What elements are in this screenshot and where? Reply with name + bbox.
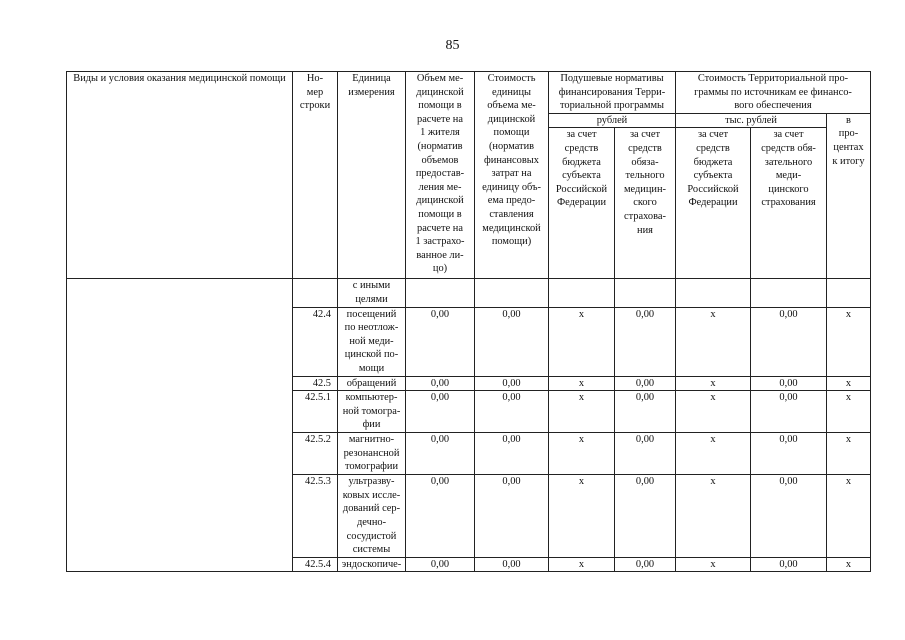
cost-cell: 0,00 <box>475 433 549 475</box>
pc-budget-cell: х <box>549 391 615 433</box>
row-number-cell: 42.5.4 <box>293 557 338 572</box>
t-budget-cell: х <box>676 557 751 572</box>
header-row-number: Но- мер строки <box>293 72 338 279</box>
header-kind: Виды и условия оказания медицинской помощи <box>67 72 293 279</box>
t-oms-cell: 0,00 <box>751 307 827 376</box>
pc-budget-cell <box>549 279 615 307</box>
cost-cell <box>475 279 549 307</box>
volume-cell: 0,00 <box>406 433 475 475</box>
volume-cell: 0,00 <box>406 391 475 433</box>
table-row <box>67 279 871 307</box>
pc-oms-cell: 0,00 <box>615 376 676 391</box>
volume-cell: 0,00 <box>406 475 475 558</box>
t-oms-cell: 0,00 <box>751 557 827 572</box>
pc-oms-cell: 0,00 <box>615 475 676 558</box>
cost-cell: 0,00 <box>475 391 549 433</box>
row-number-cell: 42.4 <box>293 307 338 376</box>
header-unit-rub: рублей <box>549 113 676 128</box>
pc-oms-cell: 0,00 <box>615 557 676 572</box>
header-unit: Единица измерения <box>338 72 406 279</box>
t-pct-cell: х <box>827 391 871 433</box>
row-number-cell: 42.5.2 <box>293 433 338 475</box>
header-pc-budget: за счет средств бюджета субъекта Российской Федерации <box>549 128 615 279</box>
header-total-cost-group: Стоимость Территориальной про- граммы по источникам ее финансо- вого обеспечения <box>676 72 871 114</box>
pc-oms-cell: 0,00 <box>615 307 676 376</box>
row-number-cell: 42.5.1 <box>293 391 338 433</box>
unit-cell: с иными целями <box>338 279 406 307</box>
unit-cell: компьютер- ной томогра- фии <box>338 391 406 433</box>
t-budget-cell: х <box>676 391 751 433</box>
t-oms-cell: 0,00 <box>751 376 827 391</box>
header-cost: Стоимость единицы объема ме- дицинской помощи (норматив финансовых затрат на единицу объ- ема предо- ставления медицинской помощи) <box>475 72 549 279</box>
volume-cell: 0,00 <box>406 376 475 391</box>
row-number-cell: 42.5 <box>293 376 338 391</box>
volume-cell: 0,00 <box>406 307 475 376</box>
t-pct-cell: х <box>827 433 871 475</box>
kind-cell <box>67 279 293 572</box>
t-oms-cell <box>751 279 827 307</box>
unit-cell: посещений по неотлож- ной меди- цинской по- мощи <box>338 307 406 376</box>
volume-cell <box>406 279 475 307</box>
row-number-cell <box>293 279 338 307</box>
t-budget-cell: х <box>676 433 751 475</box>
pc-oms-cell: 0,00 <box>615 391 676 433</box>
pc-budget-cell: х <box>549 475 615 558</box>
unit-cell: эндоскопиче- <box>338 557 406 572</box>
t-pct-cell: х <box>827 307 871 376</box>
t-pct-cell <box>827 279 871 307</box>
page-number: 85 <box>445 38 460 53</box>
pc-budget-cell: х <box>549 557 615 572</box>
t-budget-cell: х <box>676 307 751 376</box>
header-percent: в про- центах к итогу <box>827 113 871 279</box>
header-total-oms: за счет средств обя- зательного меди- цинского страхования <box>751 128 827 279</box>
pc-oms-cell: 0,00 <box>615 433 676 475</box>
t-oms-cell: 0,00 <box>751 391 827 433</box>
volume-cell: 0,00 <box>406 557 475 572</box>
cost-cell: 0,00 <box>475 307 549 376</box>
t-pct-cell: х <box>827 475 871 558</box>
pc-budget-cell: х <box>549 376 615 391</box>
cost-cell: 0,00 <box>475 557 549 572</box>
header-volume: Объем ме- дицинской помощи в расчете на 1 жителя (норматив объемов предостав- ления ме- дицинской помощи в расчете на 1 застрахо- ванное ли- цо) <box>406 72 475 279</box>
t-pct-cell: х <box>827 376 871 391</box>
row-number-cell: 42.5.3 <box>293 475 338 558</box>
t-oms-cell: 0,00 <box>751 475 827 558</box>
unit-cell: ультразву- ковых иссле- дований сер- дечно- сосудистой системы <box>338 475 406 558</box>
t-pct-cell: х <box>827 557 871 572</box>
header-pc-oms: за счет средств обяза- тельного медицин- ского страхова- ния <box>615 128 676 279</box>
pc-oms-cell <box>615 279 676 307</box>
t-budget-cell: х <box>676 475 751 558</box>
financing-table <box>66 71 871 572</box>
unit-cell: обращений <box>338 376 406 391</box>
pc-budget-cell: х <box>549 433 615 475</box>
header-per-capita-group: Подушевые нормативы финансирования Терри- ториальной программы <box>549 72 676 114</box>
t-budget-cell <box>676 279 751 307</box>
header-total-budget: за счет средств бюджета субъекта Российской Федерации <box>676 128 751 279</box>
header-unit-thousand-rub: тыс. рублей <box>676 113 827 128</box>
unit-cell: магнитно- резонансной томографии <box>338 433 406 475</box>
cost-cell: 0,00 <box>475 376 549 391</box>
t-budget-cell: х <box>676 376 751 391</box>
cost-cell: 0,00 <box>475 475 549 558</box>
t-oms-cell: 0,00 <box>751 433 827 475</box>
pc-budget-cell: х <box>549 307 615 376</box>
